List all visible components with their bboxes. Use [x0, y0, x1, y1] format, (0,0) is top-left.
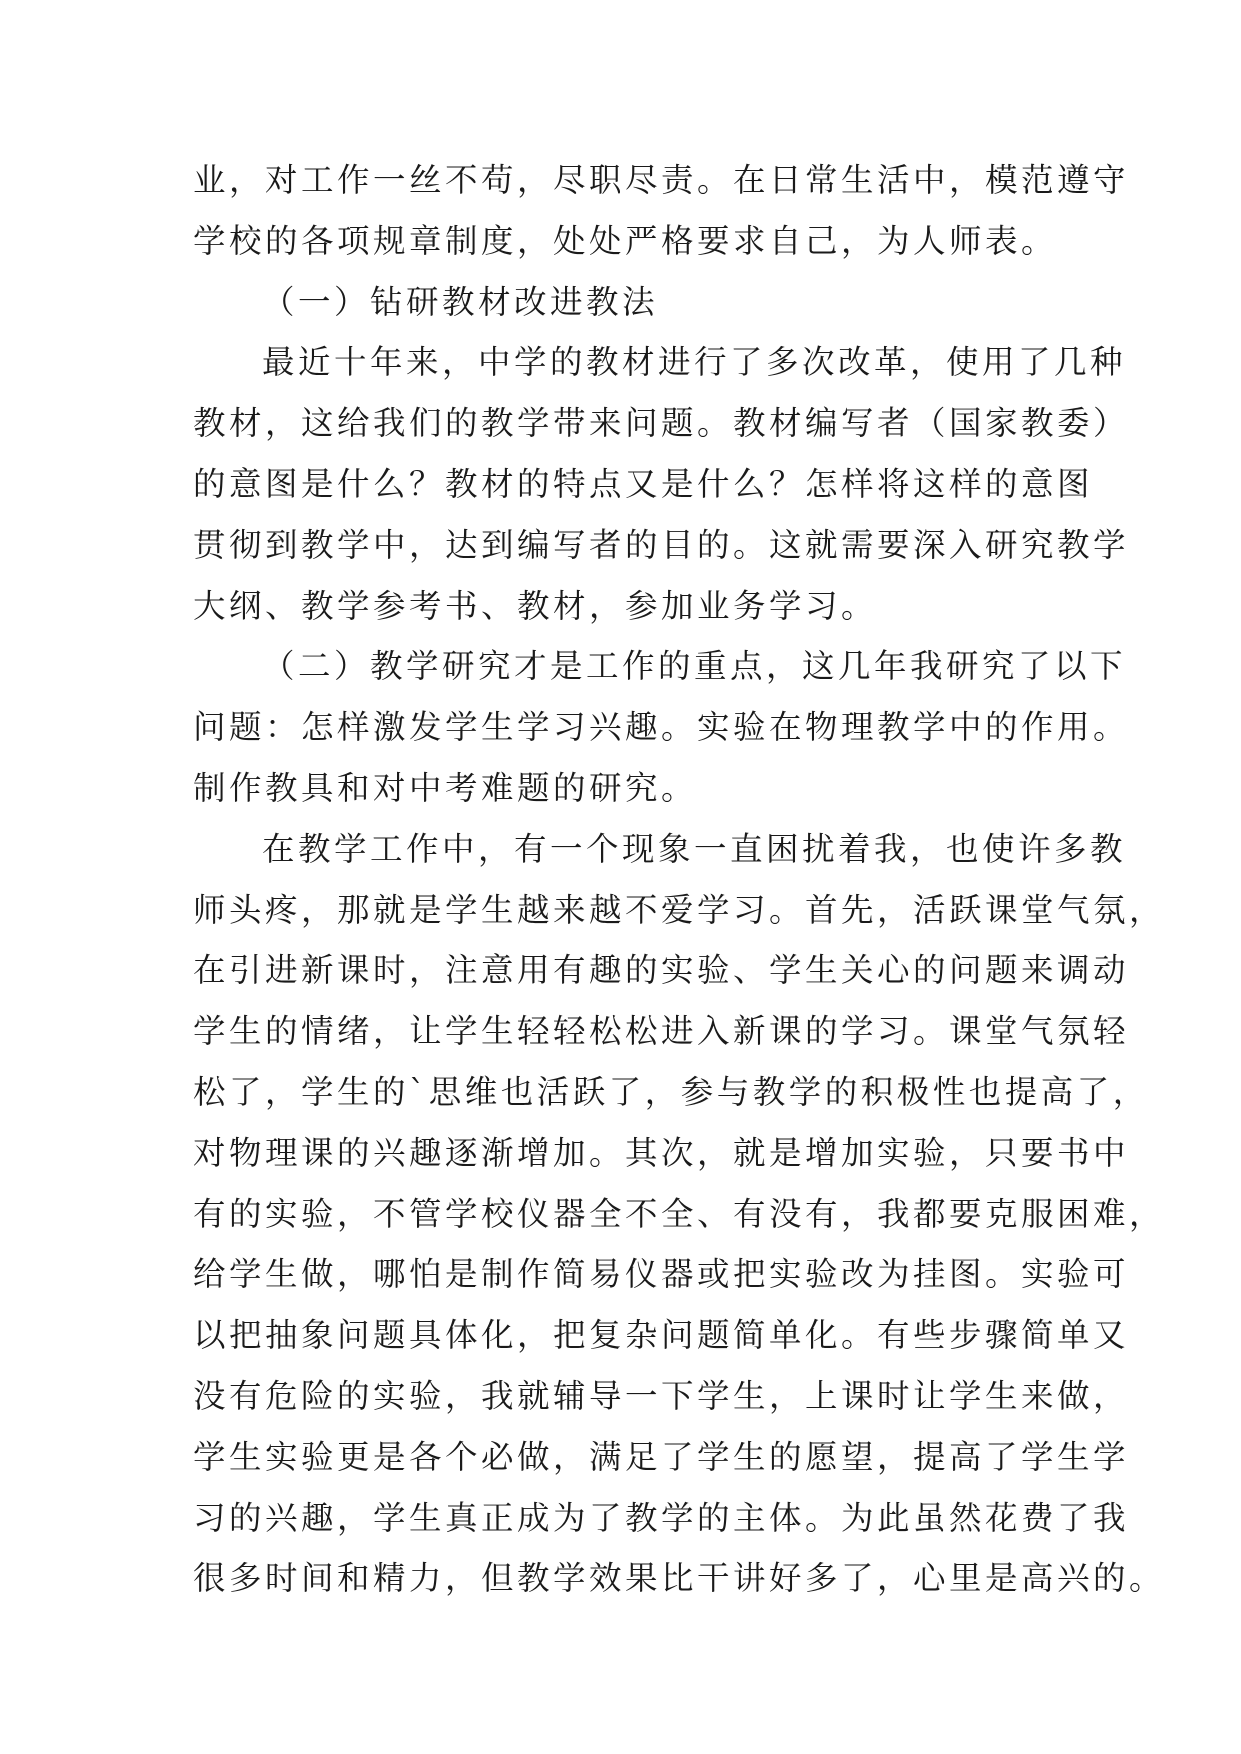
paragraph-first-line: （二）教学研究才是工作的重点，这几年我研究了以下	[262, 647, 1127, 686]
paragraph-first-line: 最近十年来，中学的教材进行了多次改革，使用了几种	[262, 343, 1127, 382]
text-line: 师头疼，那就是学生越来越不爱学习。首先，活跃课堂气氛，	[193, 890, 1166, 929]
text-line: 贯彻到教学中，达到编写者的目的。这就需要深入研究教学	[193, 525, 1130, 564]
text-line: 学生实验更是各个必做，满足了学生的愿望，提高了学生学	[193, 1437, 1130, 1476]
body-text	[193, 150, 1166, 1609]
text-line: 有的实验，不管学校仪器全不全、有没有，我都要克服困难，	[193, 1194, 1166, 1233]
text-line: 很多时间和精力，但教学效果比干讲好多了，心里是高兴的。	[193, 1559, 1166, 1598]
section-heading: （一）钻研教材改进教法	[262, 282, 659, 321]
text-line: 业，对工作一丝不苟，尽职尽责。在日常生活中，模范遵守	[193, 161, 1130, 199]
text-line: 以把抽象问题具体化，把复杂问题简单化。有些步骤简单又	[193, 1316, 1130, 1355]
text-line: 在引进新课时，注意用有趣的实验、学生关心的问题来调动	[193, 951, 1130, 990]
text-line: 习的兴趣，学生真正成为了教学的主体。为此虽然花费了我	[193, 1498, 1130, 1537]
text-line: 松了，学生的`思维也活跃了，参与教学的积极性也提高了，	[193, 1072, 1149, 1111]
text-line: 学校的各项规章制度，处处严格要求自己，为人师表。	[193, 221, 1058, 260]
text-line: 制作教具和对中考难题的研究。	[193, 768, 698, 807]
text-line: 问题：怎样激发学生学习兴趣。实验在物理教学中的作用。	[193, 708, 1130, 747]
text-line: 学生的情绪，让学生轻轻松松进入新课的学习。课堂气氛轻	[193, 1012, 1130, 1051]
text-line: 没有危险的实验，我就辅导一下学生，上课时让学生来做，	[193, 1376, 1130, 1415]
text-line: 给学生做，哪怕是制作简易仪器或把实验改为挂图。实验可	[193, 1255, 1130, 1294]
text-line: 教材，这给我们的教学带来问题。教材编写者（国家教委）	[193, 404, 1130, 443]
text-line: 对物理课的兴趣逐渐增加。其次，就是增加实验，只要书中	[193, 1133, 1130, 1172]
text-line: 的意图是什么？教材的特点又是什么？怎样将这样的意图	[193, 464, 1094, 503]
text-line: 大纲、教学参考书、教材，参加业务学习。	[193, 586, 878, 625]
paragraph-first-line: 在教学工作中，有一个现象一直困扰着我，也使许多教	[262, 829, 1127, 868]
